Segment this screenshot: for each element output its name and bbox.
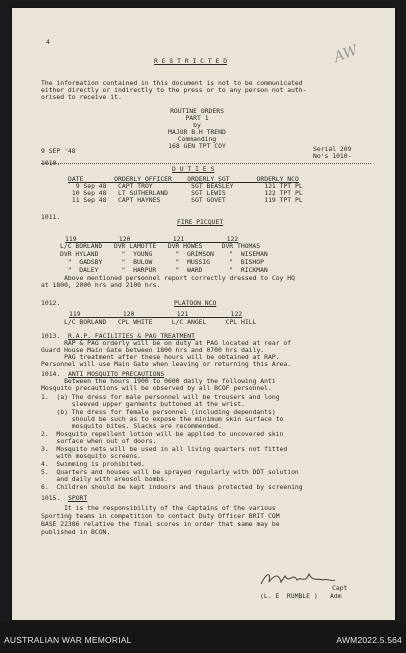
section-title: D U T I E S bbox=[172, 165, 215, 173]
duties-row: 9 Sep 48 CAPT TROY SGT BEASLEY 121 TPT PL bbox=[68, 182, 303, 190]
body-line: RAP & PAG orderly will be on duty at PAG located at rear of bbox=[41, 339, 292, 347]
platoon-numbers: 119 120 121 122 bbox=[69, 310, 243, 318]
section-title: SPORT bbox=[68, 494, 88, 502]
body-line: 5. Quarters and houses will be sprayed regularly with DDT solution bbox=[41, 468, 299, 476]
body-line: 6. Children should be kept indoors and thaus protected by screening bbox=[41, 483, 303, 491]
document-page bbox=[12, 8, 395, 620]
body-line: sleeved upper garments buttoned at the wrist. bbox=[41, 400, 245, 408]
body-line: with mosquito screens. bbox=[41, 452, 142, 460]
section-number: 1014. bbox=[41, 370, 61, 378]
duties-row: 10 Sep 48 LT SUTHERLAND SGT LEWIS 122 TPT PL bbox=[68, 189, 303, 197]
pencil-annotation: AW bbox=[331, 42, 360, 66]
body-line: 2. Mosquito repellent lotion will be applied to uncovered skin bbox=[41, 430, 284, 438]
order-date: 9 SEP '48 bbox=[41, 147, 76, 155]
body-line: It is the responsibility of the Captains of the various bbox=[41, 504, 276, 512]
picquet-note: at 1800, 2000 hrs and 2100 hrs. bbox=[41, 281, 161, 289]
body-line: 3. Mosquito nets will be used in all living quarters not fitted bbox=[41, 445, 288, 453]
section-title: FIRE PICQUET bbox=[177, 218, 224, 226]
body-line: PAG treatment after these hours will be obtained at RAP. bbox=[41, 353, 280, 361]
section-title: PLATOON NCO bbox=[174, 299, 217, 307]
archive-footer bbox=[0, 622, 406, 653]
signature-name: (L. E RUMBLE ) bbox=[260, 592, 318, 600]
heading-line: by bbox=[193, 121, 201, 129]
body-line: 1. (a) The dress for male personnel will be trousers and long bbox=[41, 393, 280, 401]
signature-rank: Capt bbox=[332, 584, 348, 592]
body-line: Personnel will use Main Gate when leaving or returning this Area. bbox=[41, 360, 292, 368]
section-title: ANTI MOSQUITO PRECAUTIONS bbox=[68, 370, 165, 378]
serial-number: Serial 209 bbox=[313, 145, 352, 153]
heading-line: 168 GEN TPT COY bbox=[168, 142, 226, 150]
platoon-nco-row: L/C BORLAND CPL WHITE L/C ANGEL CPL HILL bbox=[64, 318, 257, 326]
body-line: 4. Swimming is prohibited. bbox=[41, 460, 145, 468]
body-line: surface when out of doors. bbox=[41, 437, 157, 445]
heading-line: PART 1 bbox=[185, 114, 209, 122]
order-numbers: No's 1010- bbox=[313, 152, 352, 160]
notice-line-1: The information contained in this document is not to be communicated bbox=[41, 79, 303, 87]
notice-line-2: either directly or indirectly to the press or to any person not auth- bbox=[41, 86, 307, 94]
picquet-note: Above mentioned personnel report correctly dressed to Coy HQ bbox=[41, 274, 295, 282]
body-line: and daily with areosol bombs. bbox=[41, 475, 168, 483]
signature-role: Adm bbox=[330, 592, 342, 600]
notice-line-3: orised to receive it. bbox=[41, 93, 122, 101]
section-number: 1015. bbox=[41, 494, 61, 502]
section-number: 1011. bbox=[41, 213, 61, 221]
duties-header: DATE ORDERLY OFFICER ORDERLY SGT ORDERLY NCO bbox=[68, 175, 299, 183]
heading-line: MAJOR B.H TREND bbox=[168, 128, 226, 136]
section-title: R.A.P. FACILITIES & PAG TREATMENT bbox=[68, 332, 195, 340]
body-line: Guard House Main Gate between 1800 hrs and 0700 hrs daily. bbox=[41, 346, 265, 354]
picquet-row: " GADSBY " BULOW " MUSSIG " BISHOP bbox=[60, 258, 264, 266]
picquet-row: L/C BORLAND DVR LAMOTTE DVR HOWES DVR THOMAS bbox=[60, 242, 261, 250]
body-line: Sporting teams in competition to contact Duty Officer BRIT COM bbox=[41, 512, 280, 520]
duties-row: 11 Sep 48 CAPT HAYNES SGT GOVET 119 TPT PL bbox=[68, 196, 303, 204]
section-number: 1012. bbox=[41, 299, 61, 307]
archive-name: AUSTRALIAN WAR MEMORIAL bbox=[4, 635, 132, 645]
page-mark: 4 bbox=[46, 38, 50, 46]
body-line: published in BCON. bbox=[41, 528, 111, 536]
body-line: (b) The dress for female personnel (including dependants) bbox=[41, 408, 276, 416]
body-line: Between the hours 1900 to 0600 daily the following Anti bbox=[41, 377, 276, 385]
body-line: mosquito bites. Slacks are recommended. bbox=[41, 422, 222, 430]
platoon-numbers: 119 120 121 122 bbox=[65, 235, 239, 243]
archive-reference: AWM2022.5.564 bbox=[336, 635, 402, 645]
separator-line bbox=[41, 163, 371, 164]
section-number: 1010. bbox=[41, 159, 61, 167]
heading-line: Commanding bbox=[177, 135, 217, 143]
picquet-row: DVR HYLAND " YOUNG " GRIMSON " WISEMAN bbox=[60, 250, 268, 258]
handwritten-signature bbox=[257, 568, 337, 590]
body-line: BASE 22386 relative the final scores in order that same may be bbox=[41, 520, 280, 528]
classification-header: R E S T R I C T E D bbox=[154, 57, 228, 65]
body-line: Mosquito precautions will be observed by all BCOF personnel. bbox=[41, 384, 272, 392]
section-number: 1013. bbox=[41, 332, 61, 340]
picquet-row: " DALEY " HARPUR " WARD " RICKMAN bbox=[60, 266, 268, 274]
heading-line: ROUTINE ORDERS bbox=[170, 107, 224, 115]
body-line: should be such as to expose the minimum skin surface to bbox=[41, 415, 284, 423]
